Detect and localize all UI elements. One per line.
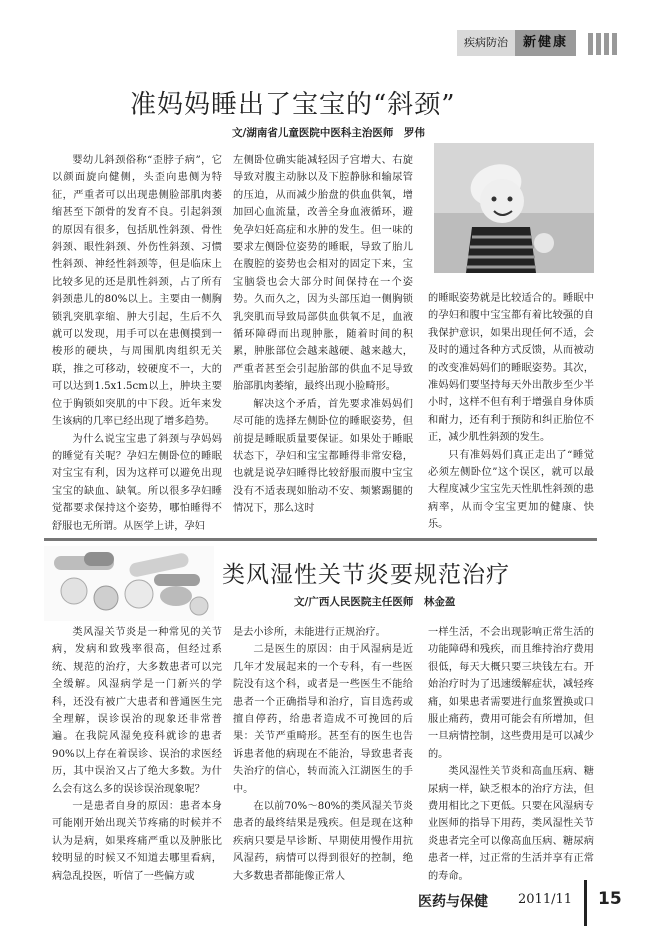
pills-image	[44, 546, 214, 621]
paragraph: 在以前70%～80%的类风湿关节炎患者的最终结果是残疾。但是现在这种疾病只要是早诊断、早期使用慢作用抗风湿药，病情可以得到很好的控制，绝大多数患者都能像正常人	[233, 801, 413, 882]
article1-title: 准妈妈睡出了宝宝的“斜颈”	[130, 90, 456, 120]
paragraph: 婴幼儿斜颈俗称“歪脖子病”，它以颜面旋向健侧，头歪向患侧为特征，严重者可以出现患侧脸部肌肉萎缩甚至下颌骨的发育不良。引起斜颈的原因有很多，包括肌性斜颈、骨性斜颈、眼性斜颈、外伤性斜颈、习惯性斜颈、神经性斜颈等，但是临床上比较多见的还是肌性斜颈，占了所有斜颈患儿的80%以上。主要由一侧胸锁乳突肌挛缩、肿大引起，生后不久就可以发现，用手可以在患侧摸到一梭形的硬块，与周围肌肉组织无关联，推之可移动，较硬度不一，大的可以达到1.5x1.5cm以上，肿块主要位于胸锁如突肌的中下段。近年来发生该病的几率已经出现了增多趋势。	[52, 155, 222, 428]
paragraph: 的睡眠姿势就是比较适合的。睡眠中的孕妇和腹中宝宝都有着比较强的自我保护意识，如果出现任何不适，会及时的通过各种方式反馈，从而被动的改变准妈妈们的睡眠姿势。其次，准妈妈们要坚持每天外出散步至少半小时，这样不但有利于增强自身体质和耐力，还有利于预防和纠正胎位不正，减少肌性斜颈的发生。	[428, 293, 594, 444]
baby-photo	[434, 143, 594, 273]
article2-title: 类风湿性关节炎要规范治疗	[222, 562, 510, 588]
decorative-stripes	[588, 33, 618, 55]
article2-column-2	[233, 624, 413, 885]
paragraph: 一样生活，不会出现影响正常生活的功能障碍和残疾，而且维持治疗费用很低，每天大概只要三块钱左右。开始治疗时为了迅速缓解症状，减轻疼痛，如果患者需要进行血浆置换或口服止痛药，费用可能会有所增加，但一旦病情控制，这些费用是可以减少的。	[428, 627, 594, 760]
issue-number: 2011/11	[518, 892, 573, 907]
paragraph: 是去小诊所，未能进行正规治疗。	[233, 627, 386, 638]
column-name: 新健康	[515, 30, 576, 56]
paragraph: 一是患者自身的原因：患者本身可能刚开始出现关节疼痛的时候并不认为是病，如果疼痛严重以及肿胀比较明显的时候又不知道去哪里看病，病急乱投医，听信了一些偏方或	[52, 801, 222, 882]
article1-byline: 文/湖南省儿童医院中医科主治医师 罗伟	[232, 127, 425, 139]
section-header	[457, 30, 576, 56]
paragraph: 类风湿关节炎是一种常见的关节病，发病和致残率很高，但经过系统、规范的治疗，大多数患者可以完全缓解。风湿病学是一门新兴的学科，还没有被广大患者和普通医生完全理解，误诊误治的现象还非常普遍。在我院风湿免疫科就诊的患者90%以上存在着误诊、误治的求医经历，其中误治又占了绝大多数。为什么会有这么多的误诊误治现象呢？	[52, 627, 222, 795]
article2-byline: 文/广西人民医院主任医师 林金盈	[294, 596, 456, 608]
footer-separator	[584, 880, 587, 926]
article1-column-2	[233, 152, 413, 518]
paragraph: 为什么说宝宝患了斜颈与孕妈妈的睡觉有关呢？孕妇左侧卧位的睡眠对宝宝有利，因为这样可以避免出现宝宝的缺血、缺氧。所以很多孕妇睡觉都要求保持这个姿势，哪怕睡得不舒服也无所谓。从医学上讲，孕妇	[52, 433, 222, 532]
paragraph: 二是医生的原因：由于风湿病是近几年才发展起来的一个专科，有一些医院没有这个科，或者是一些医生不能给患者一个正确指导和治疗，盲目选药或擅自停药，给患者造成不可挽回的后果：关节严重畸形。甚至有的医生也告诉患者他的病现在不能治，导致患者丧失治疗的信心，转而流入江湖医生的手中。	[233, 644, 413, 795]
magazine-name: 医药与保健	[418, 894, 488, 910]
article-divider	[44, 538, 597, 541]
article2-column-3	[428, 624, 594, 885]
section-label: 疾病防治	[457, 30, 515, 56]
article2-column-1	[52, 624, 222, 885]
page-number: 15	[598, 889, 622, 909]
article1-column-1	[52, 152, 222, 535]
paragraph: 解决这个矛盾，首先要求准妈妈们尽可能的选择左侧卧位的睡眠姿势，但前提是睡眠质量要保证。如果处于睡眠状态下，孕妇和宝宝都睡得非常安稳，也就是说孕妇睡得比较舒服而腹中宝宝没有不适表现如胎动不安、频繁踢腿的情况下，那么这时	[233, 398, 413, 515]
paragraph: 类风湿性关节炎和高血压病、糖尿病一样，缺乏根本的治疗方法，但费用相比之下更低。只要在风湿病专业医师的指导下用药，类风湿性关节炎患者完全可以像高血压病、糖尿病患者一样，过正常的生活并享有正常的寿命。	[428, 766, 594, 882]
paragraph: 左侧卧位确实能减轻因子宫增大、右旋导致对腹主动脉以及下腔静脉和输尿管的压迫，从而减少胎盘的供血供氧，增加回心血流量，改善全身血液循环，避免孕妇妊高症和水肿的发生。但一味的要求左侧卧位姿势的睡眠，导致了胎儿在腹腔的姿势也会相对的固定下来，宝宝脑袋也会大部分时间保持在一个姿势。久而久之，因为头部压迫一侧胸锁乳突肌而导致局部供血供氧不足，血液循环障碍而出现肿胀，随着时间的积累，肿胀部位会越来越硬、越来越大，严重者甚至会引起胎部的供血不足导致胎部肌肉萎缩，最终出现小脸畸形。	[233, 155, 413, 393]
paragraph: 只有准妈妈们真正走出了“睡觉必须左侧卧位”这个误区，就可以最大程度减少宝宝先天性肌性斜颈的患病率，从而令宝宝更加的健康、快乐。	[428, 449, 594, 531]
article1-column-3	[428, 290, 594, 534]
